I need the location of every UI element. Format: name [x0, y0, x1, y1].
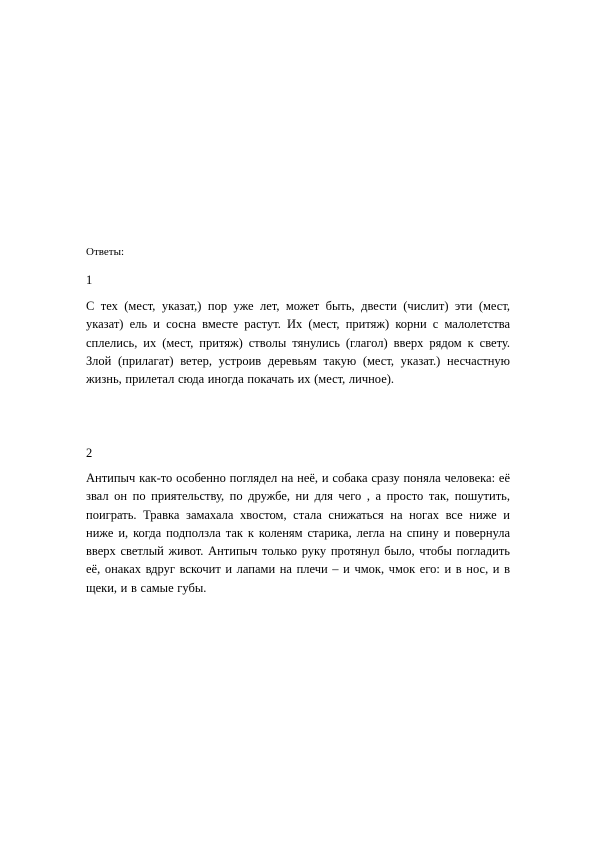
- section-text-1: С тех (мест, указат,) пор уже лет, может быть, двести (числит) эти (мест, указат) ель и сосна вместе растут. Их (мест, притяж) корни с малолетства сплелись, их (мест, притяж) стволы тянулись (глагол) вверх рядом к свету. Злой (прилагат) ветер, устроив деревьям такую (мест, указат.) несчастную жизнь, прилетал сюда иногда покачать их (мест, личное).: [86, 299, 510, 387]
- section-text-2: Антипыч как-то особенно поглядел на неё, и собака сразу поняла человека: её звал он по приятельству, по дружбе, ни для чего , а просто так, пошутить, поиграть. Травка замахала хвостом, стала снижаться на ногах все ниже и ниже и, когда подползла так к коленям старика, легла на спину и повернула вверх светлый живот. Антипыч только руку протянул было, чтобы погладить её, онаках вдруг вскочит и лапами на плечи – и чмок, чмок его: и в нос, и в щеки, и в самые губы.: [86, 471, 510, 595]
- answers-heading: Ответы:: [86, 246, 125, 258]
- section-number-2: 2: [86, 446, 93, 460]
- section-number-1: 1: [86, 273, 93, 287]
